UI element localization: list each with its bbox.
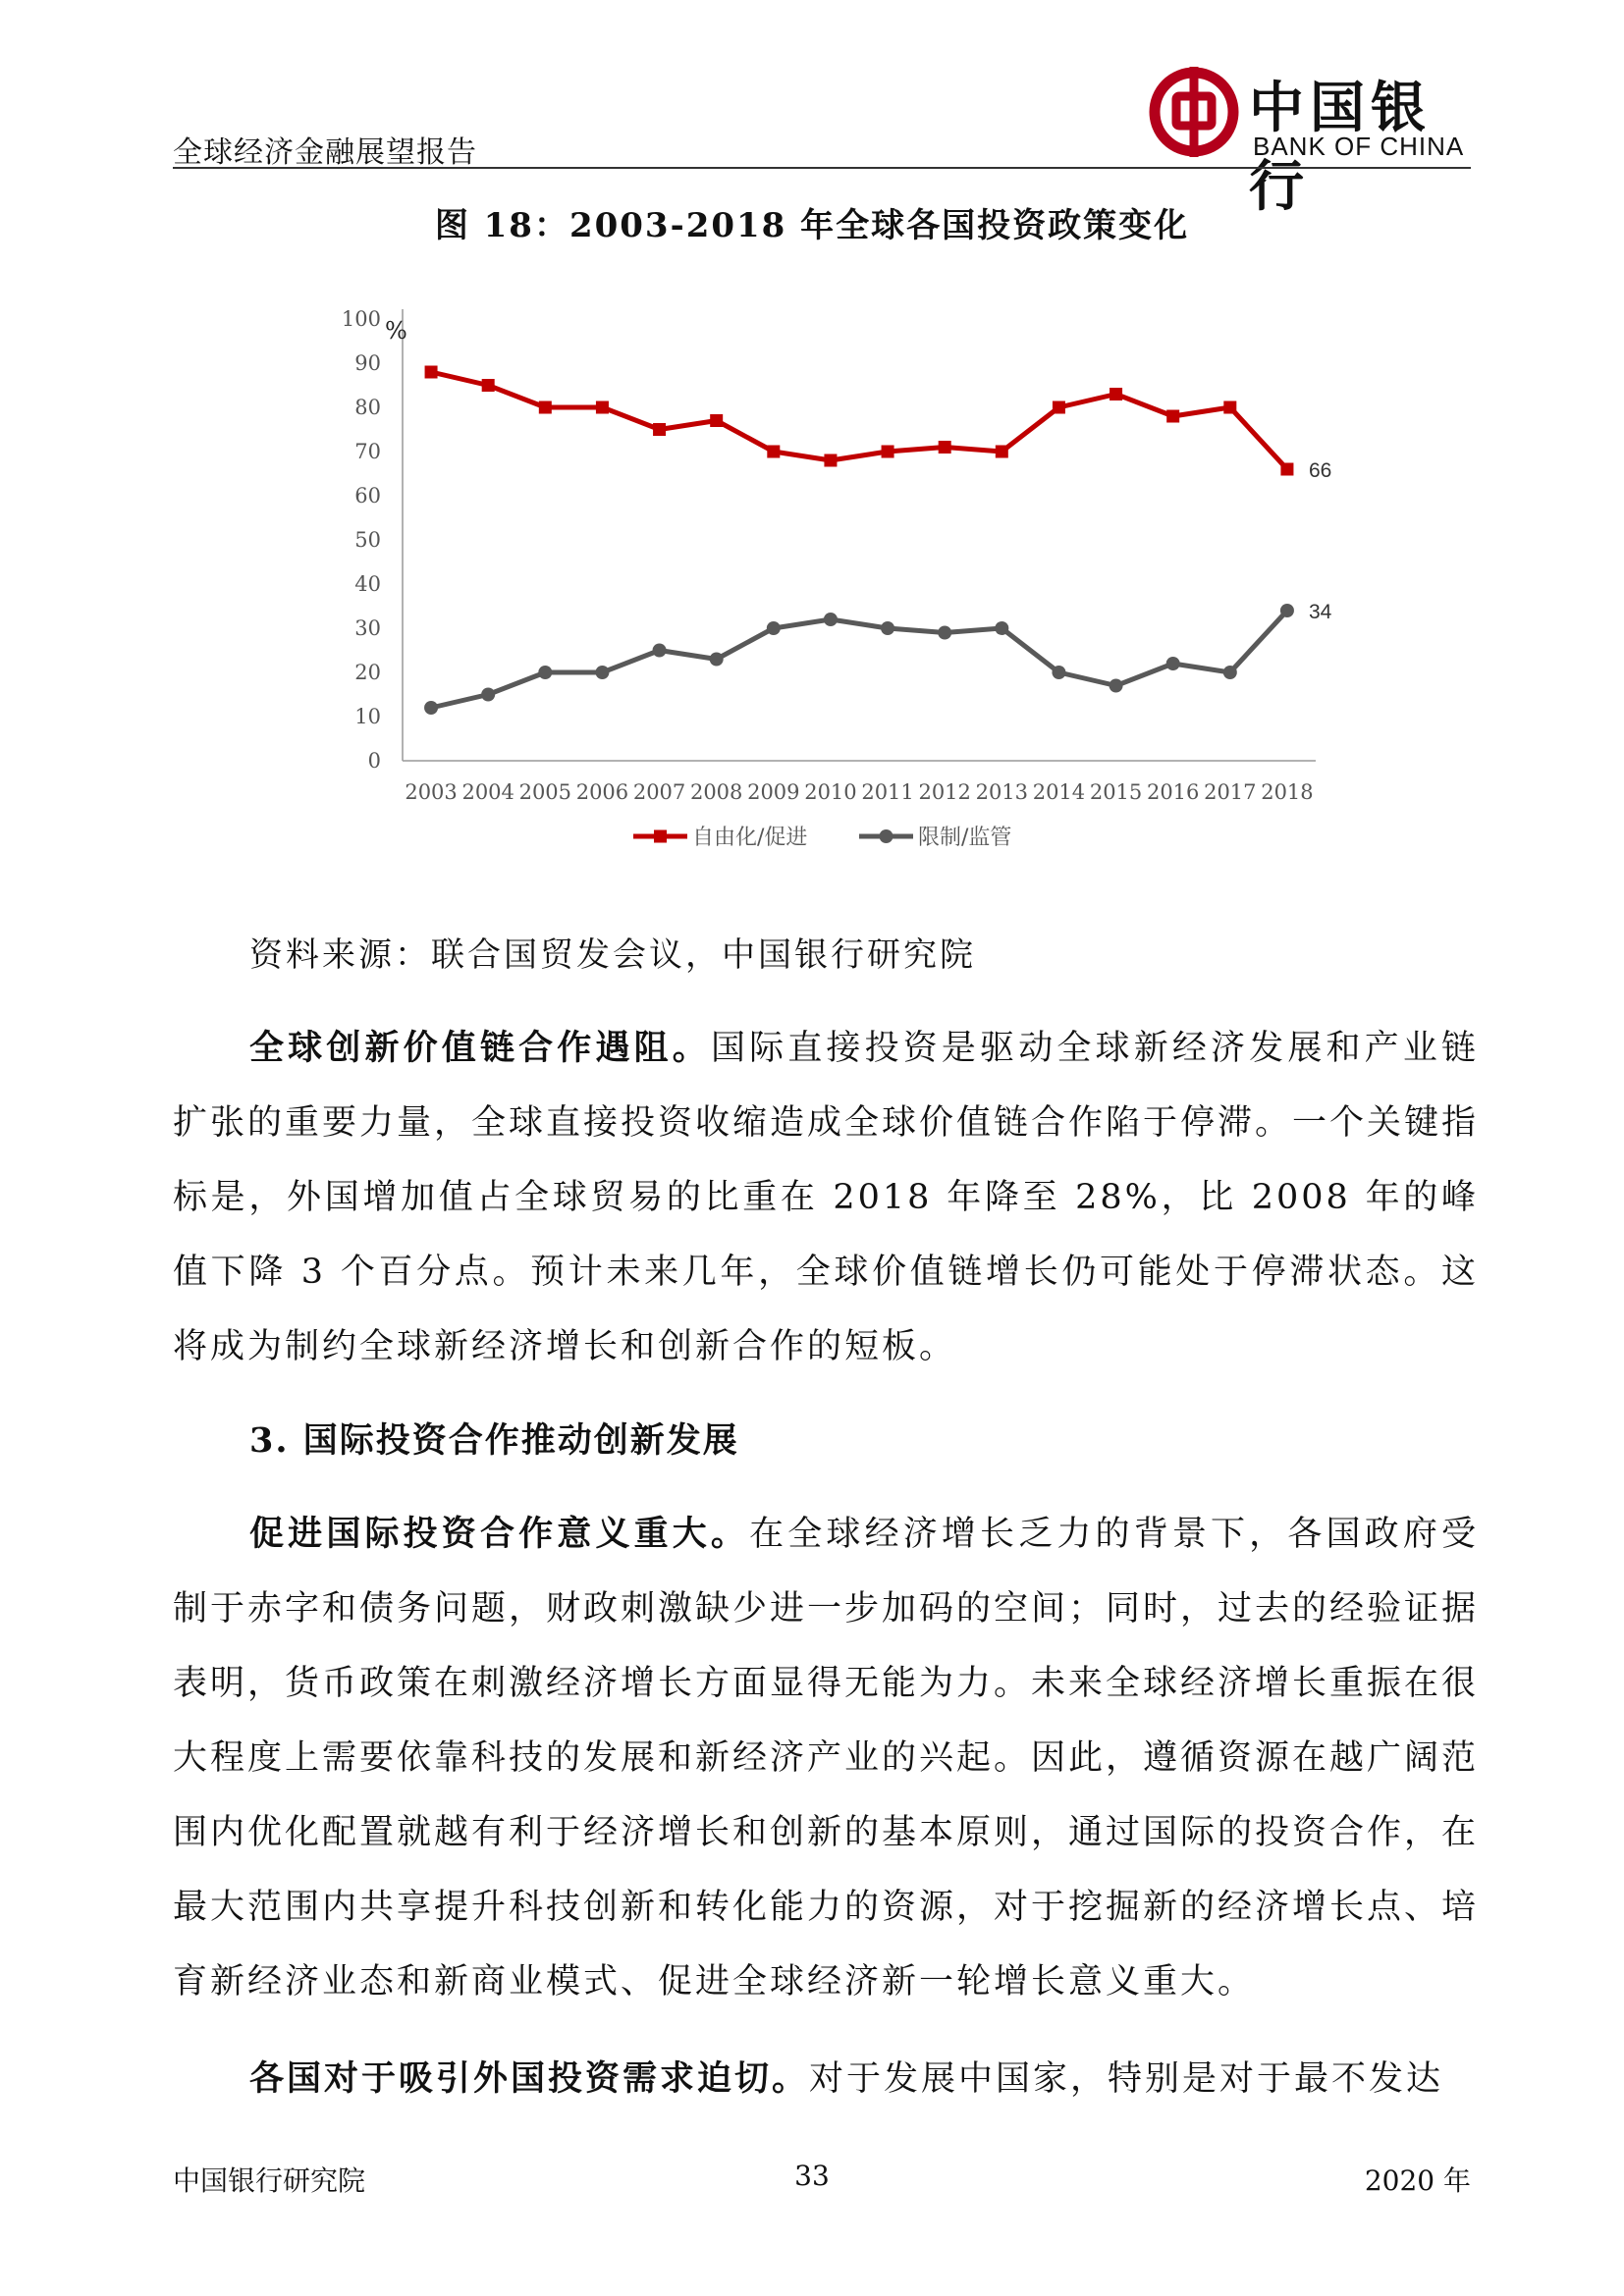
data-point (710, 653, 724, 667)
section-heading: 3. 国际投资合作推动创新发展 (249, 1420, 739, 1461)
data-point (767, 446, 780, 458)
x-tick-label: 2017 (1204, 780, 1257, 804)
x-tick-label: 2012 (918, 780, 971, 804)
legend-swatch-marker (880, 829, 893, 843)
report-title: 全球经济金融展望报告 (173, 135, 477, 170)
y-tick-label: 50 (354, 528, 381, 552)
y-tick-label: 60 (354, 484, 381, 507)
data-point (481, 688, 495, 702)
figure-title: 图 18：2003-2018 年全球各国投资政策变化 (434, 206, 1190, 245)
policy-change-line-chart (295, 294, 1375, 864)
logo-english-name: BANK OF CHINA (1253, 132, 1465, 161)
data-point (539, 401, 552, 414)
data-point (767, 621, 781, 635)
data-point (882, 446, 894, 458)
data-point (424, 701, 438, 715)
x-tick-label: 2011 (861, 780, 914, 804)
x-tick-label: 2015 (1089, 780, 1143, 804)
data-point (824, 613, 838, 626)
x-tick-label: 2003 (405, 780, 458, 804)
paragraph-body: 在全球经济增长乏力的背景下，各国政府受制于赤字和债务问题，财政刺激缺少进一步加码的空间；同时，过去的经验证据表明，货币政策在刺激经济增长方面显得无能为力。未来全球经济增长重振在很大程度上需要依靠科技的发展和新经济产业的兴起。因此，遵循资源在越广阔范围内优化配置就越有利于经济增长和创新的基本原则，通过国际的投资合作，在最大范围内共享提升科技创新和转化能力的资源，对于挖掘新的经济增长点、培育新经济业态和新商业模式、促进全球经济新一轮增长意义重大。 (173, 1515, 1480, 2002)
footer-institution: 中国银行研究院 (173, 2164, 366, 2197)
end-value-label: 34 (1308, 601, 1332, 623)
legend-swatch-marker (654, 830, 667, 843)
page-number: 33 (794, 2160, 830, 2192)
y-tick-label: 90 (354, 351, 381, 375)
data-point (653, 423, 666, 436)
paragraph-value-chain (173, 1011, 1479, 1384)
data-point (881, 621, 894, 635)
data-point (1166, 657, 1180, 670)
data-point (1053, 401, 1065, 414)
data-point (1280, 463, 1293, 476)
data-point (653, 644, 667, 658)
y-tick-label: 80 (354, 396, 381, 419)
data-point (996, 446, 1008, 458)
x-tick-label: 2013 (975, 780, 1029, 804)
data-point (482, 379, 495, 392)
y-tick-label: 100 (341, 307, 381, 331)
x-tick-label: 2005 (518, 780, 572, 804)
y-tick-label: 70 (354, 440, 381, 463)
data-point (1110, 388, 1122, 400)
series-line (431, 611, 1287, 708)
bank-of-china-logo-icon (1149, 67, 1239, 157)
x-tick-label: 2006 (575, 780, 629, 804)
header-divider (173, 167, 1471, 169)
paragraph-fdi-demand (173, 2042, 1479, 2116)
data-point (595, 666, 609, 679)
data-point (425, 366, 438, 379)
x-tick-label: 2018 (1261, 780, 1314, 804)
x-tick-label: 2016 (1146, 780, 1200, 804)
paragraph-body: 国际直接投资是驱动全球新经济发展和产业链扩张的重要力量，全球直接投资收缩造成全球价值链合作陷于停滞。一个关键指标是，外国增加值占全球贸易的比重在 2018 年降至 28%，比 2008 年的峰值下降 3 个百分点。预计未来几年，全球价值链增长仍可能处于停滞状态。这将成为制约全球新经济增长和创新合作的短板。 (173, 1029, 1480, 1366)
y-tick-label: 40 (354, 572, 381, 596)
data-point (1280, 604, 1294, 617)
data-point (710, 414, 723, 427)
footer-year: 2020 年 (1364, 2164, 1471, 2197)
data-point (596, 401, 609, 414)
x-tick-label: 2010 (804, 780, 857, 804)
x-tick-label: 2007 (632, 780, 686, 804)
y-unit-label: % (385, 317, 407, 345)
logo-chinese-name: 中国银行 (1249, 76, 1432, 219)
paragraph-lead: 各国对于吸引外国投资需求迫切。 (249, 2058, 810, 2099)
data-point (1110, 679, 1123, 693)
end-value-label: 66 (1308, 459, 1332, 482)
paragraph-lead: 全球创新价值链合作遇阻。 (249, 1028, 711, 1068)
x-tick-label: 2008 (689, 780, 743, 804)
source-note: 资料来源：联合国贸发会议，中国银行研究院 (249, 935, 976, 975)
data-point (1223, 666, 1237, 679)
paragraph-body: 对于发展中国家，特别是对于最不发达 (809, 2059, 1444, 2099)
data-point (1166, 410, 1179, 423)
data-point (824, 454, 837, 467)
y-tick-label: 30 (354, 616, 381, 640)
bank-logo (1149, 61, 1473, 219)
legend-entry: 限制/监管 (918, 826, 1012, 850)
paragraph-investment-cooperation (173, 1497, 1479, 2019)
x-tick-label: 2009 (747, 780, 800, 804)
data-point (1223, 401, 1236, 414)
data-point (939, 441, 951, 454)
paragraph-lead: 促进国际投资合作意义重大。 (249, 1514, 750, 1554)
data-point (995, 621, 1008, 635)
y-tick-label: 0 (367, 749, 381, 773)
y-tick-label: 10 (354, 705, 381, 728)
data-point (938, 626, 951, 640)
data-point (538, 666, 552, 679)
y-tick-label: 20 (354, 661, 381, 684)
x-tick-label: 2004 (461, 780, 514, 804)
series-line (431, 372, 1287, 469)
data-point (1052, 666, 1065, 679)
x-tick-label: 2014 (1032, 780, 1086, 804)
legend-entry: 自由化/促进 (692, 826, 808, 850)
